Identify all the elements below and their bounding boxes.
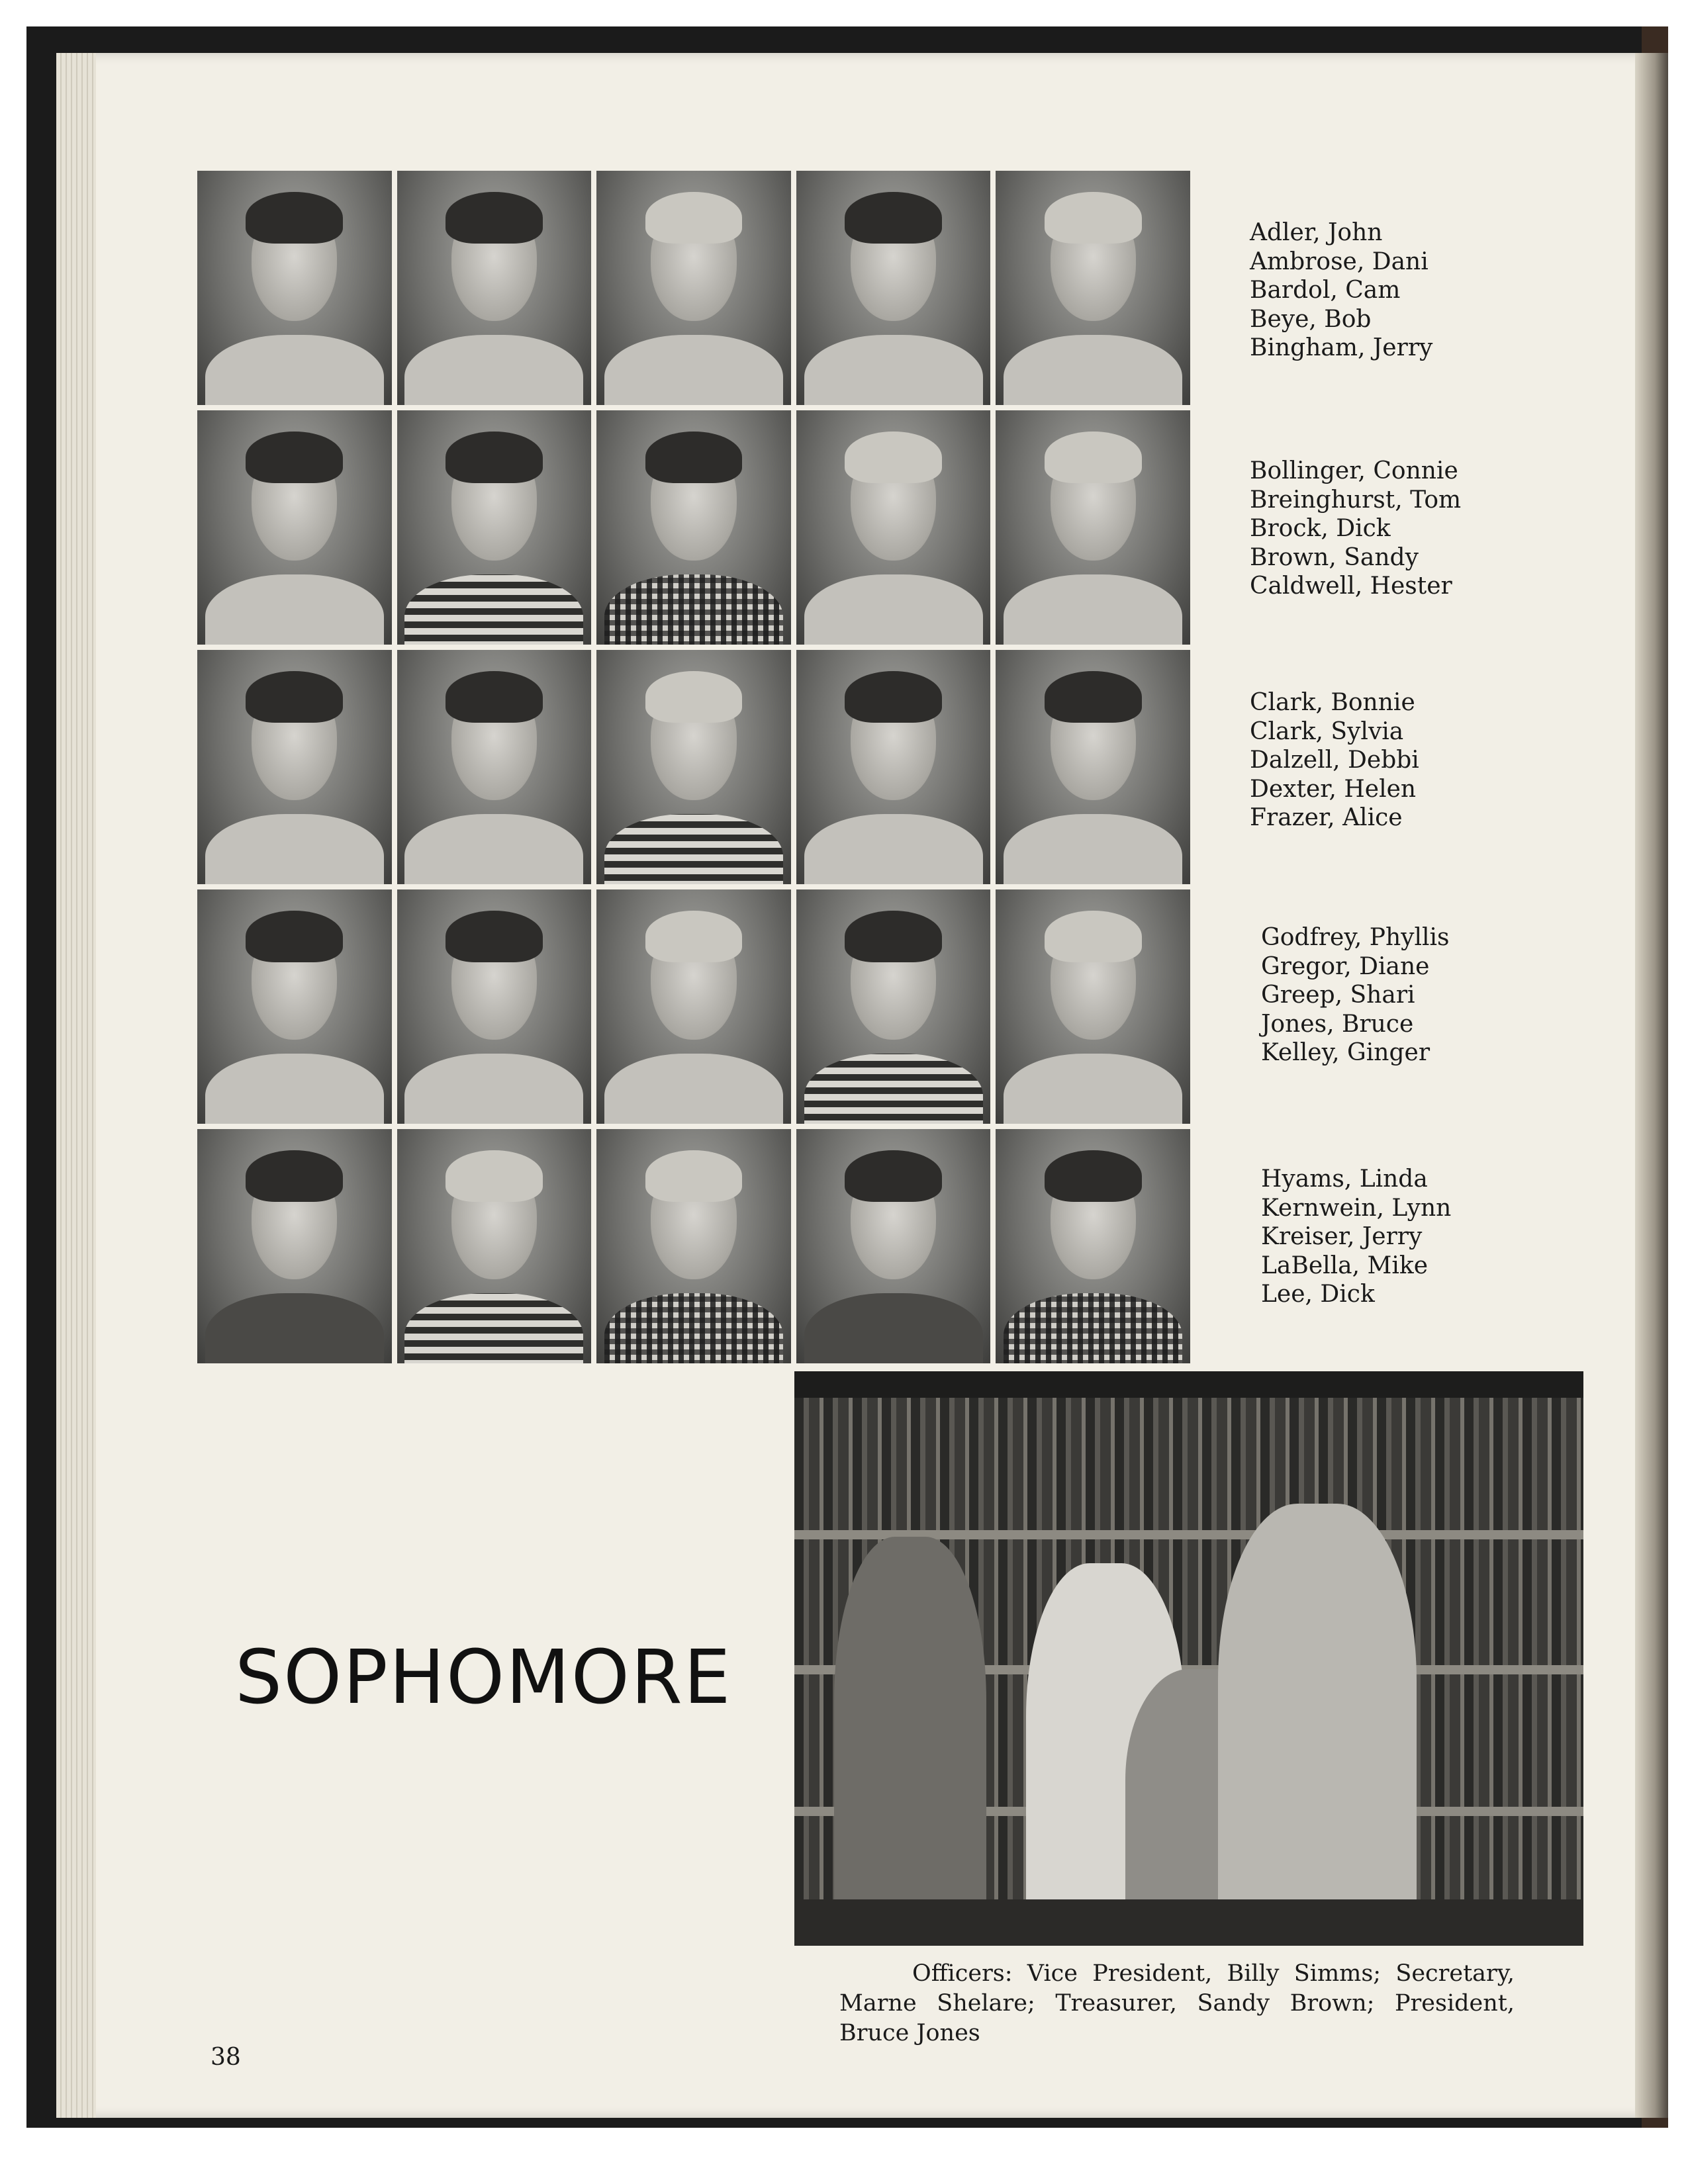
portrait-photo — [596, 650, 791, 884]
book-gutter — [1635, 53, 1668, 2118]
student-name: Clark, Sylvia — [1250, 717, 1404, 745]
student-name: Kreiser, Jerry — [1261, 1223, 1423, 1250]
student-name: Beye, Bob — [1250, 305, 1372, 333]
student-name: Breinghurst, Tom — [1250, 486, 1462, 514]
portrait-photo — [197, 650, 392, 884]
portrait-photo — [596, 889, 791, 1124]
student-name: LaBella, Mike — [1261, 1251, 1428, 1279]
portrait-photo — [197, 889, 392, 1124]
portrait-photo — [996, 1129, 1190, 1363]
student-name: Bardol, Cam — [1250, 277, 1401, 304]
portrait-photo — [197, 410, 392, 645]
officers-caption: Officers: Vice President, Billy Simms; Secretary, Marne Shelare; Treasurer, Sandy Brown; President, Bruce Jones — [839, 1960, 1515, 2046]
page-number: 38 — [211, 2044, 241, 2071]
student-name: Greep, Shari — [1261, 981, 1415, 1009]
portrait-photo — [796, 171, 991, 405]
student-name: Adler, John — [1250, 219, 1383, 246]
student-name: Dalzell, Debbi — [1250, 747, 1419, 774]
portrait-photo — [397, 889, 592, 1124]
name-list-row-3 — [1250, 688, 1528, 833]
name-list-row-1 — [1250, 218, 1528, 363]
student-name: Bingham, Jerry — [1250, 334, 1433, 361]
student-name: Godfrey, Phyllis — [1261, 924, 1450, 951]
student-name: Gregor, Diane — [1261, 952, 1430, 980]
portrait-photo — [596, 171, 791, 405]
section-title: SOPHOMORE — [235, 1635, 732, 1721]
portrait-photo — [996, 650, 1190, 884]
student-name: Bollinger, Connie — [1250, 457, 1458, 484]
student-name: Kelley, Ginger — [1261, 1039, 1430, 1066]
portrait-photo — [596, 1129, 791, 1363]
student-name: Dexter, Helen — [1250, 775, 1417, 803]
officers-group-photo — [794, 1371, 1583, 1946]
portrait-photo — [197, 1129, 392, 1363]
student-name: Brown, Sandy — [1250, 543, 1419, 571]
student-name: Jones, Bruce — [1261, 1010, 1414, 1038]
portrait-photo — [796, 410, 991, 645]
student-name: Hyams, Linda — [1261, 1165, 1428, 1193]
student-name: Lee, Dick — [1261, 1281, 1375, 1308]
student-name: Ambrose, Dani — [1250, 248, 1429, 275]
page-edges — [56, 53, 96, 2118]
portrait-photo — [996, 171, 1190, 405]
portrait-photo — [596, 410, 791, 645]
name-list-row-5 — [1261, 1165, 1539, 1309]
portrait-photo — [796, 1129, 991, 1363]
name-list-row-2 — [1250, 457, 1528, 601]
portrait-photo — [397, 410, 592, 645]
student-name: Clark, Bonnie — [1250, 689, 1415, 716]
portrait-photo — [796, 889, 991, 1124]
portrait-grid — [197, 171, 1190, 1363]
student-name: Brock, Dick — [1250, 515, 1391, 542]
portrait-photo — [796, 650, 991, 884]
student-name: Kernwein, Lynn — [1261, 1194, 1452, 1222]
portrait-photo — [197, 171, 392, 405]
name-list-row-4 — [1261, 923, 1539, 1068]
student-name: Caldwell, Hester — [1250, 572, 1452, 600]
portrait-photo — [996, 410, 1190, 645]
portrait-photo — [996, 889, 1190, 1124]
student-name: Frazer, Alice — [1250, 804, 1403, 831]
portrait-photo — [397, 650, 592, 884]
portrait-photo — [397, 1129, 592, 1363]
portrait-photo — [397, 171, 592, 405]
